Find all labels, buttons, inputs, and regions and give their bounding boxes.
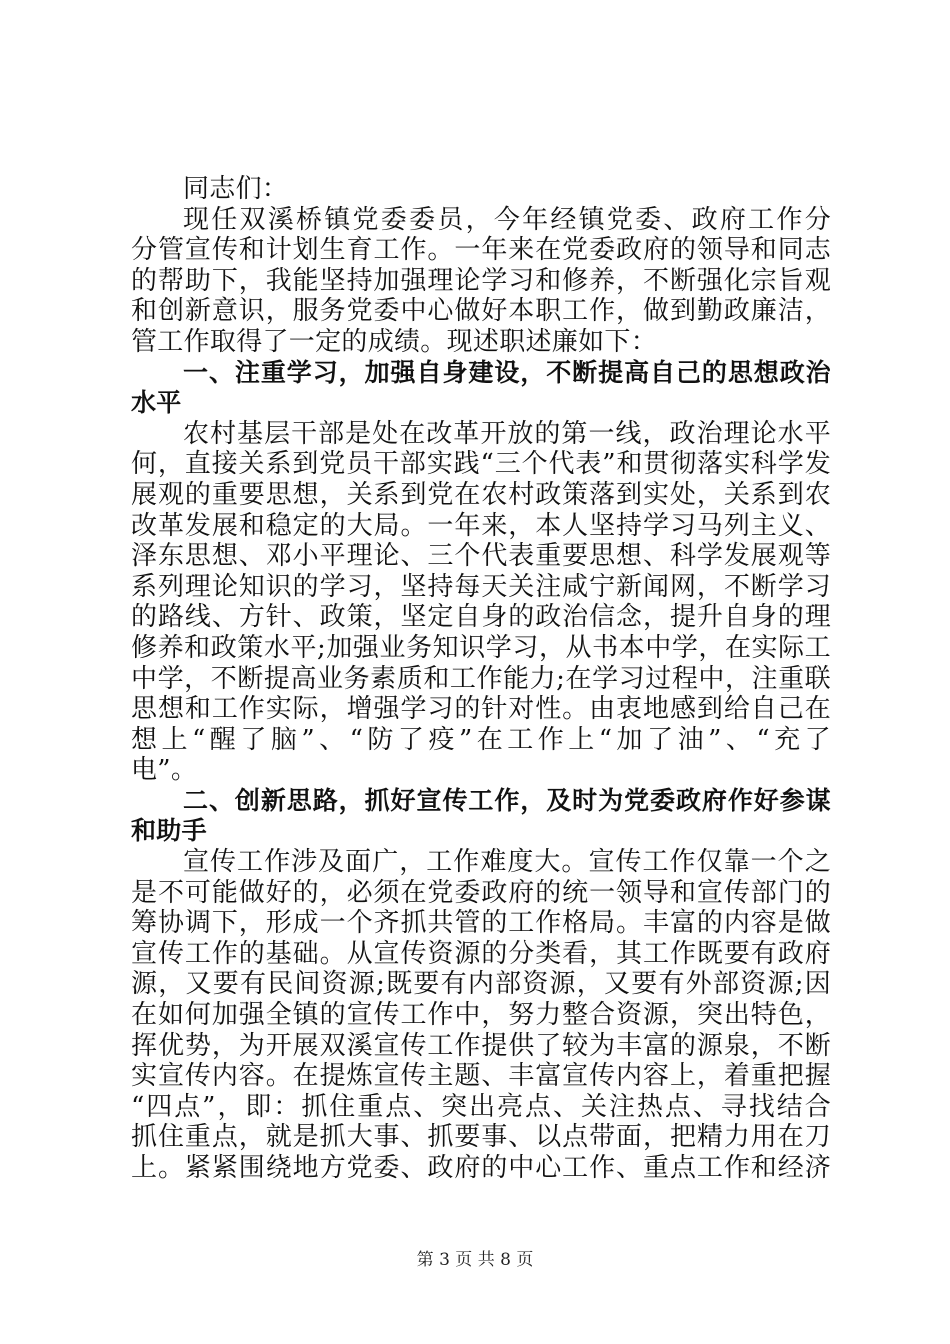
paragraph-line: 宣传工作的基础。从宣传资源的分类看，其工作既要有政府 xyxy=(131,938,831,969)
paragraph-line: 何，直接关系到党员干部实践“三个代表”和贯彻落实科学发 xyxy=(131,449,831,480)
paragraph-line: 抓住重点，就是抓大事、抓要事、以点带面，把精力用在刀 xyxy=(131,1122,831,1153)
section-heading-line: 和助手 xyxy=(131,816,207,846)
paragraph-line: 思想和工作实际，增强学习的针对性。由衷地感到给自己在 xyxy=(131,694,831,725)
paragraph-line: 同志们： xyxy=(183,174,289,204)
section-heading-line: 水平 xyxy=(131,388,182,418)
paragraph-line: 的帮助下，我能坚持加强理论学习和修养，不断强化宗旨观 xyxy=(131,265,831,296)
paragraph-line: 在如何加强全镇的宣传工作中，努力整合资源，突出特色， xyxy=(131,1000,831,1031)
paragraph-line: 系列理论知识的学习，坚持每天关注咸宁新闻网，不断学习 xyxy=(131,571,831,602)
paragraph-line: 展观的重要思想，关系到党在农村政策落到实处，关系到农 xyxy=(131,479,831,510)
paragraph-line: “四点”，即：抓住重点、突出亮点、关注热点、寻找结合 xyxy=(131,1091,831,1122)
section-heading-line: 一、注重学习，加强自身建设，不断提高自己的思想政治 xyxy=(183,357,831,387)
paragraph-line: 电”。 xyxy=(131,755,198,786)
paragraph-line: 实宣传内容。在提炼宣传主题、丰富宣传内容上，着重把握 xyxy=(131,1061,831,1092)
paragraph-line: 农村基层干部是处在改革开放的第一线，政治理论水平 xyxy=(183,418,831,449)
paragraph-line: 改革发展和稳定的大局。一年来，本人坚持学习马列主义、 xyxy=(131,510,831,541)
paragraph-line: 是不可能做好的，必须在党委政府的统一领导和宣传部门的 xyxy=(131,877,831,908)
paragraph-line: 泽东思想、邓小平理论、三个代表重要思想、科学发展观等 xyxy=(131,541,831,572)
page-number-footer: 第 3 页 共 8 页 xyxy=(416,1250,534,1270)
paragraph-line: 挥优势，为开展双溪宣传工作提供了较为丰富的源泉，不断 xyxy=(131,1030,831,1061)
document-body xyxy=(131,174,831,1184)
paragraph-line: 想上“醒了脑”、“防了疫”在工作上“加了油”、“充了 xyxy=(131,724,831,755)
paragraph-line: 源，又要有民间资源;既要有内部资源，又要有外部资源;因 xyxy=(131,969,831,1000)
paragraph-line: 筹协调下，形成一个齐抓共管的工作格局。丰富的内容是做 xyxy=(131,908,831,939)
paragraph-line: 宣传工作涉及面广，工作难度大。宣传工作仅靠一个之 xyxy=(183,847,831,878)
paragraph-line: 上。紧紧围绕地方党委、政府的中心工作、重点工作和经济 xyxy=(131,1153,831,1183)
paragraph-line: 修养和政策水平;加强业务知识学习，从书本中学，在实际工 xyxy=(131,632,831,663)
section-heading-line: 二、创新思路，抓好宣传工作，及时为党委政府作好参谋 xyxy=(183,785,831,815)
paragraph-line: 的路线、方针、政策，坚定自身的政治信念，提升自身的理 xyxy=(131,602,831,633)
paragraph-line: 现任双溪桥镇党委委员，今年经镇党委、政府工作分 xyxy=(183,204,831,235)
paragraph-line: 和创新意识，服务党委中心做好本职工作，做到勤政廉洁， xyxy=(131,296,831,327)
paragraph-line: 分管宣传和计划生育工作。一年来在党委政府的领导和同志 xyxy=(131,235,831,266)
paragraph-line: 中学，不断提高业务素质和工作能力;在学习过程中，注重联 xyxy=(131,663,831,694)
paragraph-line: 管工作取得了一定的成绩。现述职述廉如下： xyxy=(131,326,658,357)
